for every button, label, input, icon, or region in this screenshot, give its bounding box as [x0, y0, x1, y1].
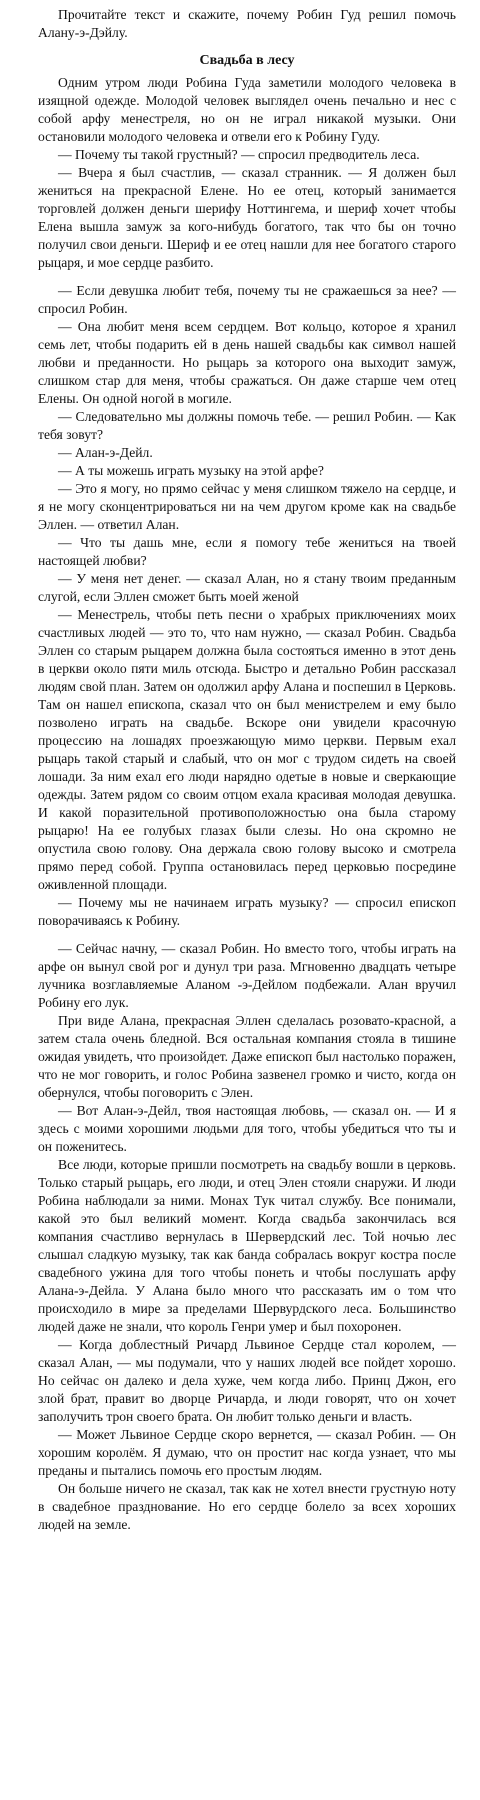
story-title: Свадьба в лесу — [199, 53, 295, 68]
paragraph: — Это я могу, но прямо сейчас у меня слишком тяжело на сердце, и я не могу сконцентрироваться ни на чем другом кроме как на свадьбе Эллен. — ответил Алан. — [38, 481, 456, 532]
paragraph: — Если девушка любит тебя, почему ты не сражаешься за нее? — спросил Робин. — [38, 283, 456, 316]
paragraph: — Когда доблестный Ричард Львиное Сердце стал королем, — сказал Алан, — мы подумали, что у наших людей все пойдет хорошо. Но сейчас он далеко и дела хуже, чем когда либо. Принц Джон, его злой брат, правит во дворце Ричарда, и люди говорят, что он хочет заполучить трон своего брата. Он любит только деньги и власть. — [38, 1337, 456, 1424]
paragraph: Он больше ничего не сказал, так как не хотел внести грустную ноту в свадебное празднование. Но его сердце болело за всех хороших людей на земле. — [38, 1481, 456, 1532]
paragraph: — Почему ты такой грустный? — спросил предводитель леса. — [58, 147, 420, 162]
paragraph: Все люди, которые пришли посмотреть на свадьбу вошли в церковь. Только старый рыцарь, его люди, и отец Элен стояли снаружи. И люди Робина наблюдали за ними. Монах Тук читал службу. Все понимали, какой это был великий момент. Когда свадьба закончилась вся компания счастливо вернулась в Шервердский лес. Той ночью лес слышал сладкую музыку, так как банда собралась вокруг костра после свадебного ужина для того чтобы понеть и чтобы послушать арфу Алана-э-Дейла. У Алана было много что рассказать им о том что происходило в мире за пределами Шервурдского леса. Большинство людей даже не знали, что король Генри умер и был похоронен. — [38, 1157, 456, 1334]
paragraph: — Может Львиное Сердце скоро вернется, — сказал Робин. — Он хорошим королём. Я думаю, что он простит нас когда узнает, что мы преданы и пытались помочь его простым людям. — [38, 1427, 456, 1478]
paragraph: — Вчера я был счастлив, — сказал странник. — Я должен был жениться на прекрасной Елене. Но ее отец, который занимается торговлей должен деньги шерифу Ноттингема, и шериф хочет чтобы Елена вышла замуж за кого-нибудь богатого, так что бы он точно получил свои деньги. Шериф и ее отец нашли для нее богатого старого рыцаря, и мое сердце разбито. — [38, 165, 456, 270]
paragraph: — Следовательно мы должны помочь тебе. — решил Робин. — Как тебя зовут? — [38, 409, 456, 442]
paragraph: — Алан-э-Дейл. — [58, 445, 153, 460]
task-instruction: Прочитайте текст и скажите, почему Робин Гуд решил помочь Алану-э-Дэйлу. — [38, 7, 456, 40]
paragraph: — Она любит меня всем сердцем. Вот кольцо, которое я хранил семь лет, чтобы подарить ей в день нашей свадьбы как символ нашей любви и преданности. Но рыцарь за которого она выходит замуж, слишком стар для меня, чтобы сражаться. Он даже старше чем отец Елены. Он одной ногой в могиле. — [38, 319, 456, 406]
paragraph: — У меня нет денег. — сказал Алан, но я стану твоим преданным слугой, если Эллен сможет быть моей женой — [38, 571, 456, 604]
paragraph: — Почему мы не начинаем играть музыку? — спросил епископ поворачиваясь к Робину. — [38, 895, 456, 928]
story-body — [38, 74, 456, 1534]
paragraph: — Что ты дашь мне, если я помогу тебе жениться на твоей настоящей любви? — [38, 535, 456, 568]
paragraph: — Сейчас начну, — сказал Робин. Но вместо того, чтобы играть на арфе он вынул свой рог и дунул три раза. Мгновенно двадцать четыре лучника возглавляемые Аланом -э-Дейлом подбежали. Алан вручил Робину его лук. — [38, 941, 456, 1010]
paragraph: — Вот Алан-э-Дейл, твоя настоящая любовь, — сказал он. — И я здесь с моими хорошими людьми для того, чтобы убедиться что ты и он поженитесь. — [38, 1103, 456, 1154]
paragraph: — Менестрель, чтобы петь песни о храбрых приключениях моих счастливых людей — это то, что нам нужно, — сказал Робин. Свадьба Эллен со старым рыцарем должна была состояться именно в этот день в церкви около пяти миль отсюда. Быстро и детально Робин рассказал людям свой план. Затем он одолжил арфу Алана и поспешил в Церковь. Там он нашел епископа, сказал что он был менистрелем и ему было позволено играть на свадьбе. Вскоре они увидели красочную процессию на лошадях проезжающую мимо церкви. Первым ехал рыцарь такой старый и слабый, что он мог с трудом сидеть на своей лошади. За ним ехал его люди нарядно одетые в новые и сверкающие одежды. Затем рядом со своим отцом ехала красивая молодая девушка. И какой поразительной противоположностью она была старому рыцарю! На ее голубых глазах были слезы. Но она скромно не опустила свою голову. Она держала свою голову высоко и смотрела прямо перед собой. Группа остановилась перед церковью посредине оживленной площади. — [38, 607, 456, 892]
paragraph: — А ты можешь играть музыку на этой арфе? — [58, 463, 324, 478]
paragraph: Одним утром люди Робина Гуда заметили молодого человека в изящной одежде. Молодой человек выглядел очень печально и нес с собой арфу менестреля, но он не играл никакой музыки. Они остановили молодого человека и отвели его к Робину Гуду. — [38, 75, 456, 144]
paragraph: При виде Алана, прекрасная Эллен сделалась розовато-красной, а затем стала очень бледной. Вся остальная компания стояла в тишине ожидая увидеть, что произойдет. Даже епископ был настолько поражен, что не мог говорить, и голос Робина зазвенел громко и чисто, когда он обернулся, чтобы поговорить с Элен. — [38, 1013, 456, 1100]
